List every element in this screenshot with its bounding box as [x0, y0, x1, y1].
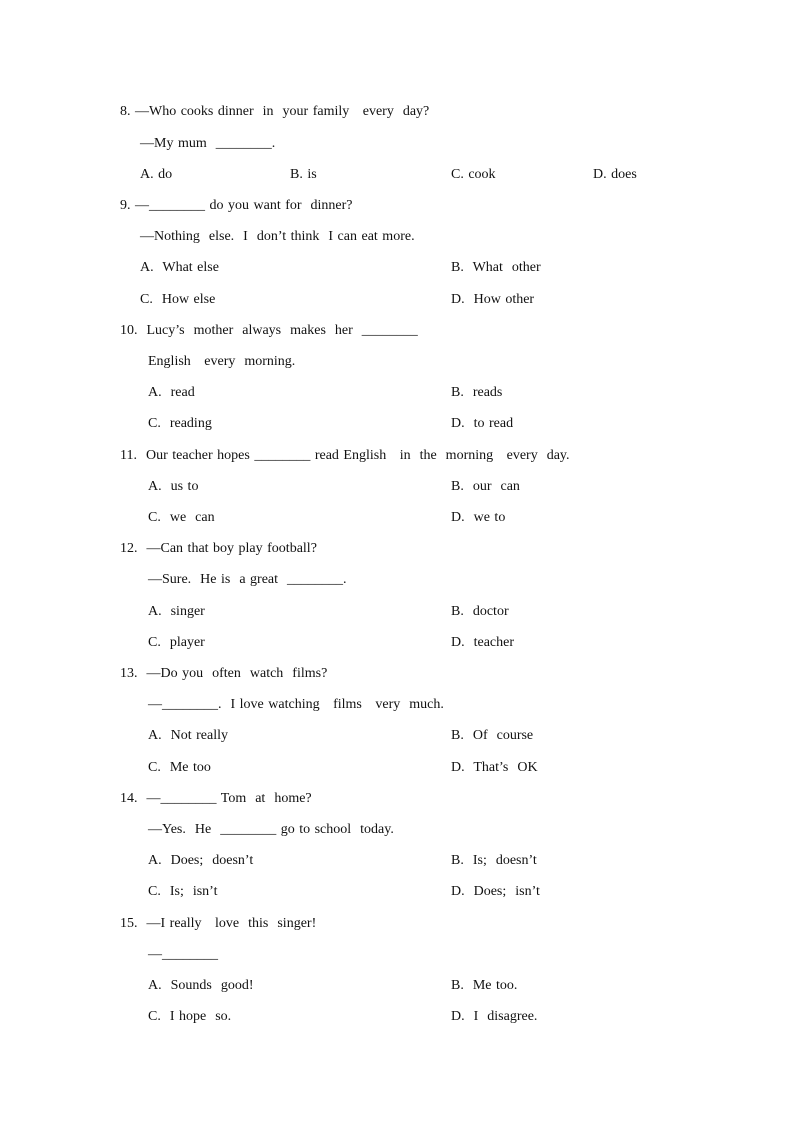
question-9-option-d[interactable]: D. How other	[451, 292, 535, 307]
question-12-response: —Sure. He is a great ________.	[148, 572, 347, 587]
question-11-option-a[interactable]: A. us to	[148, 479, 199, 494]
question-12-option-d[interactable]: D. teacher	[451, 635, 515, 650]
question-9-option-c[interactable]: C. How else	[140, 292, 216, 307]
question-9-option-a[interactable]: A. What else	[140, 260, 219, 275]
question-10-stem: 10. Lucy’s mother always makes her ________	[120, 323, 418, 338]
question-10-option-b[interactable]: B. reads	[451, 385, 503, 400]
question-14-option-d[interactable]: D. Does; isn’t	[451, 884, 540, 899]
question-10-option-d[interactable]: D. to read	[451, 416, 514, 431]
question-15-option-b[interactable]: B. Me too.	[451, 978, 518, 993]
question-10-option-a[interactable]: A. read	[148, 385, 195, 400]
question-13-response: —________. I love watching films very much.	[148, 697, 444, 712]
question-11-option-c[interactable]: C. we can	[148, 510, 215, 525]
question-15-stem: 15. —I really love this singer!	[120, 916, 317, 931]
question-14-option-b[interactable]: B. Is; doesn’t	[451, 853, 537, 868]
question-12-option-a[interactable]: A. singer	[148, 604, 205, 619]
question-8-option-b[interactable]: B. is	[290, 167, 317, 182]
question-8-option-a[interactable]: A. do	[140, 167, 173, 182]
question-12-option-c[interactable]: C. player	[148, 635, 205, 650]
question-11-stem: 11. Our teacher hopes ________ read English in the morning every day.	[120, 448, 570, 463]
question-8-response: —My mum ________.	[140, 136, 276, 151]
question-15-option-d[interactable]: D. I disagree.	[451, 1009, 538, 1024]
question-8-option-d[interactable]: D. does	[593, 167, 637, 182]
question-14-stem: 14. —________ Tom at home?	[120, 791, 312, 806]
question-13-option-a[interactable]: A. Not really	[148, 728, 228, 743]
question-8-stem: 8. —Who cooks dinner in your family every day?	[120, 104, 430, 119]
question-10-stem-continued: English every morning.	[148, 354, 296, 369]
question-15-option-c[interactable]: C. I hope so.	[148, 1009, 232, 1024]
question-13-stem: 13. —Do you often watch films?	[120, 666, 328, 681]
question-15-option-a[interactable]: A. Sounds good!	[148, 978, 254, 993]
question-13-option-b[interactable]: B. Of course	[451, 728, 534, 743]
question-12-option-b[interactable]: B. doctor	[451, 604, 509, 619]
question-8-option-c[interactable]: C. cook	[451, 167, 496, 182]
question-11-option-b[interactable]: B. our can	[451, 479, 520, 494]
question-9-response: —Nothing else. I don’t think I can eat more.	[140, 229, 415, 244]
question-12-stem: 12. —Can that boy play football?	[120, 541, 317, 556]
question-11-option-d[interactable]: D. we to	[451, 510, 506, 525]
question-13-option-d[interactable]: D. That’s OK	[451, 760, 538, 775]
question-14-response: —Yes. He ________ go to school today.	[148, 822, 394, 837]
question-15-response: —________	[148, 947, 218, 962]
question-9-stem: 9. —________ do you want for dinner?	[120, 198, 353, 213]
question-14-option-c[interactable]: C. Is; isn’t	[148, 884, 218, 899]
question-14-option-a[interactable]: A. Does; doesn’t	[148, 853, 254, 868]
question-10-option-c[interactable]: C. reading	[148, 416, 212, 431]
question-9-option-b[interactable]: B. What other	[451, 260, 541, 275]
question-13-option-c[interactable]: C. Me too	[148, 760, 211, 775]
